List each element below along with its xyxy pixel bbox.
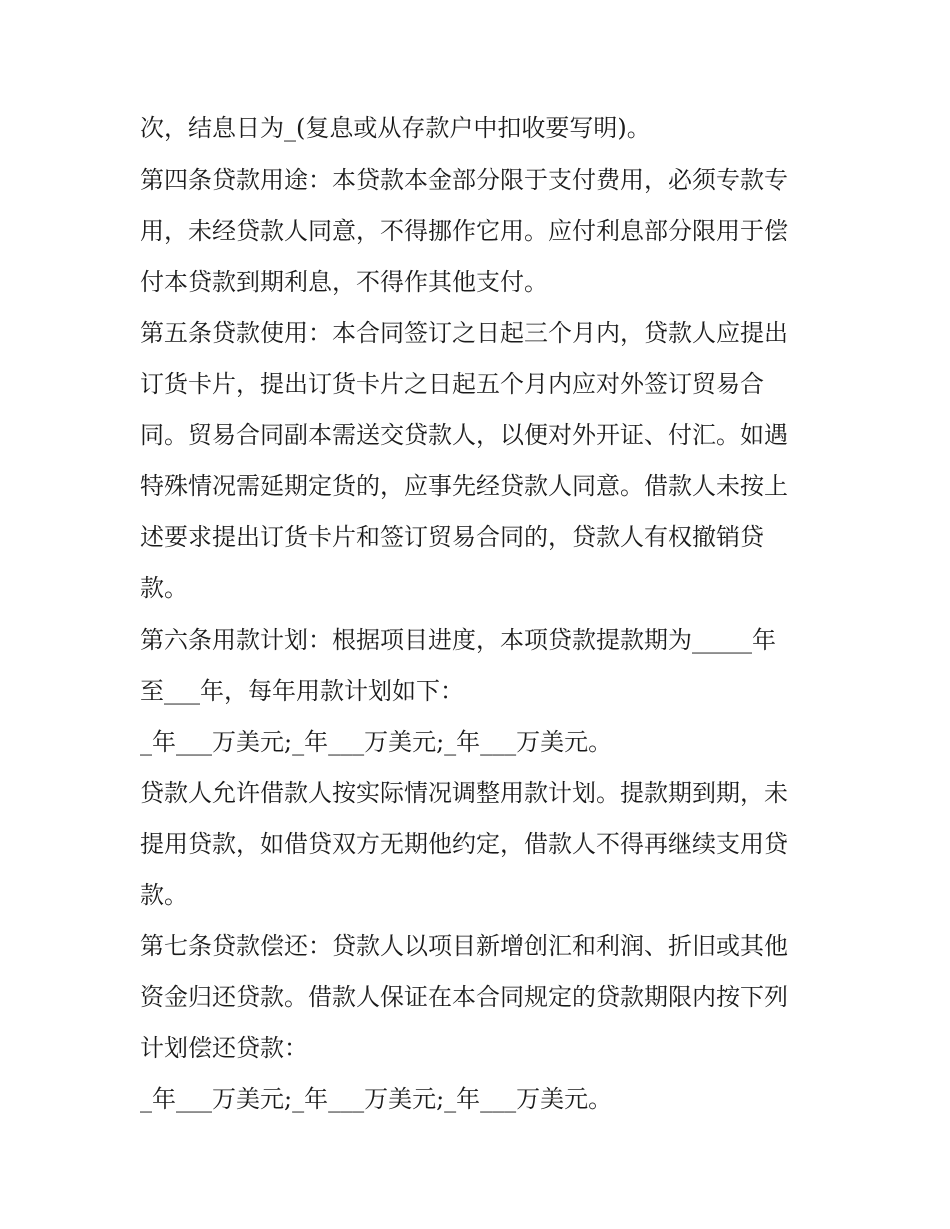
text-line: 计划偿还贷款：	[140, 1034, 308, 1062]
text-line: 第五条贷款使用：本合同签订之日起三个月内，贷款人应提出	[140, 319, 788, 347]
text-line: 次，结息日为_(复息或从存款户中扣收要写明)。	[140, 114, 651, 142]
text-line: 用，未经贷款人同意，不得挪作它用。应付利息部分限用于偿	[140, 217, 788, 245]
text-line: 订货卡片，提出订货卡片之日起五个月内应对外签订贸易合	[140, 370, 764, 398]
text-line: 第七条贷款偿还：贷款人以项目新增创汇和利润、折旧或其他	[140, 932, 788, 960]
text-line: 第六条用款计划：根据项目进度，本项贷款提款期为_____年	[140, 626, 776, 654]
text-line: 资金归还贷款。借款人保证在本合同规定的贷款期限内按下列	[140, 983, 788, 1011]
text-line: 款。	[140, 881, 188, 909]
text-line: 付本贷款到期利息，不得作其他支付。	[140, 268, 548, 296]
text-line: _年___万美元;_年___万美元;_年___万美元。	[140, 728, 613, 756]
text-line: 提用贷款，如借贷双方无期他约定，借款人不得再继续支用贷	[140, 830, 788, 858]
text-line: 贷款人允许借款人按实际情况调整用款计划。提款期到期，未	[140, 779, 788, 807]
text-line: 至___年，每年用款计划如下：	[140, 677, 464, 705]
text-line: 特殊情况需延期定货的，应事先经贷款人同意。借款人未按上	[140, 472, 788, 500]
text-line: 第四条贷款用途：本贷款本金部分限于支付费用，必须专款专	[140, 166, 788, 194]
text-line: 同。贸易合同副本需送交贷款人，以便对外开证、付汇。如遇	[140, 421, 788, 449]
text-line: _年___万美元;_年___万美元;_年___万美元。	[140, 1085, 613, 1113]
text-line: 述要求提出订货卡片和签订贸易合同的，贷款人有权撤销贷	[140, 523, 764, 551]
text-line: 款。	[140, 574, 188, 602]
